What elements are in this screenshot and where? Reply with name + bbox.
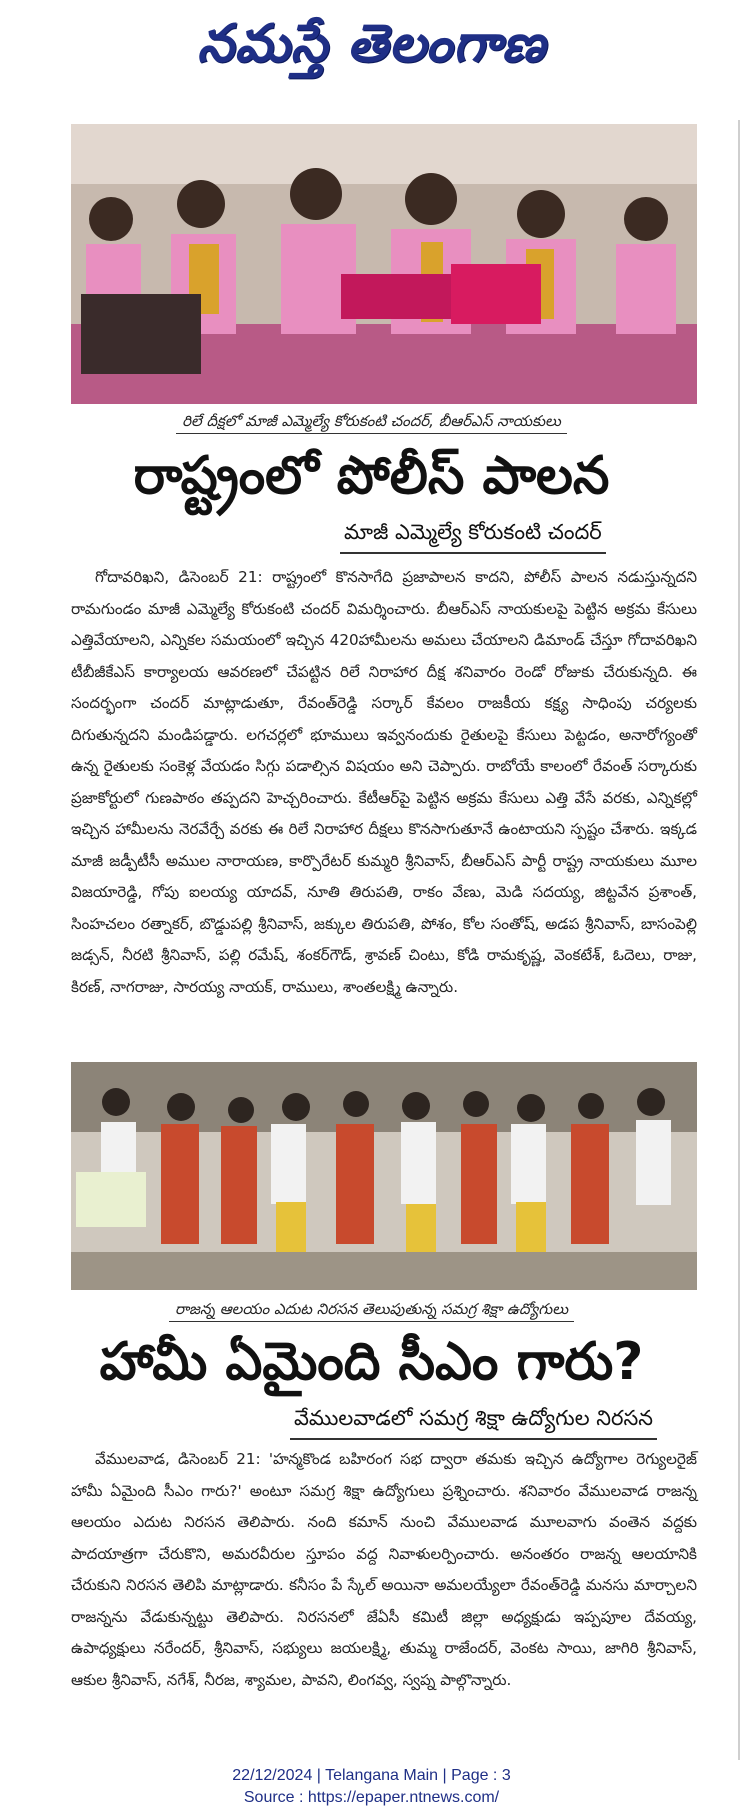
article1-caption-text: రిలే దీక్షలో మాజీ ఎమ్మెల్యే కోరుకంటి చందర్, బీఆర్ఎస్ నాయకులు <box>176 412 567 434</box>
article2-headline: హామీ ఏమైంది సీఎం గారు? <box>99 1332 644 1392</box>
article2-photo-caption <box>0 1300 743 1322</box>
masthead-title: నమస్తే తెలంగాణ <box>197 13 546 74</box>
protest-photo-illustration <box>71 124 697 404</box>
article2-caption-text: రాజన్న ఆలయం ఎదుట నిరసన తెలుపుతున్న సమగ్ర శిక్షా ఉద్యోగులు <box>169 1300 574 1322</box>
footer <box>0 1765 743 1809</box>
masthead <box>0 0 743 100</box>
footer-source-link[interactable]: Source : https://epaper.ntnews.com/ <box>243 1789 500 1806</box>
footer-date-edition: 22/12/2024 | Telangana Main | Page : 3 <box>232 1767 511 1784</box>
article2-photo <box>71 1062 697 1290</box>
article1-subheadline: మాజీ ఎమ్మెల్యే కోరుకంటి చందర్ <box>340 520 606 554</box>
article1-body: గోదావరిఖని, డిసెంబర్ 21: రాష్ట్రంలో కొనసాగేది ప్రజాపాలన కాదని, పోలీస్ పాలన నడుస్తున్నదని రామగుండం మాజీ ఎమ్మెల్యే కోరుకంటి చందర్ విమర్శించారు. బీఆర్ఎస్ నాయకులపై పెట్టిన అక్రమ కేసులు ఎత్తివేయాలని, ఎన్నికల సమయంలో ఇచ్చిన 420హామీలను అమలు చేయాలని డిమాండ్ చేస్తూ గోదావరిఖని టీబీజీకేఎస్ కార్యాలయ ఆవరణలో చేపట్టిన రిలే నిరాహార దీక్ష శనివారం రెండో రోజుకు చేరుకున్నది. ఈ సందర్భంగా చందర్ మాట్లాడుతూ, రేవంత్‌రెడ్డి సర్కార్ కేవలం రాజకీయ కక్ష్య సాధింపు చర్యలకు దిగుతున్నదని మండిపడ్డారు. లగచర్లలో భూములు ఇవ్వనందుకు రైతులపై కేసులు పెట్టడం, అనారోగ్యంతో ఉన్న రైతులకు సంకెళ్ల వేయడం సిగ్గు పడాల్సిన విషయం అని చెప్పారు. రాబోయే కాలంలో రేవంత్ సర్కారుకు ప్రజాకోర్టులో గుణపాఠం తప్పదని హెచ్చరించారు. కేటీఆర్‌పై పెట్టిన అక్రమ కేసులు ఎత్తి వేసే వరకు, ఎన్నికల్లో ఇచ్చిన హామీలను నెరవేర్చే వరకు ఈ రిలే నిరాహార దీక్షలు కొనసాగుతూనే ఉంటాయని స్పష్టం చేశారు. ఇక్కడ మాజీ జడ్పీటీసీ అముల నారాయణ, కార్పొరేటర్ కుమ్మరి శ్రీనివాస్, బీఆర్ఎస్ పార్టీ రాష్ట్ర నాయకులు మూల విజయారెడ్డి, గోపు ఐలయ్య యాదవ్, నూతి తిరుపతి, రాకం వేణు, మెడి సదయ్య, జిట్టవేన ప్రశాంత్, సింహచలం రత్నాకర్, బొడ్డుపల్లి శ్రీనివాస్, జక్కుల తిరుపతి, పోశం, కోల సంతోష్, అడప శ్రీనివాస్, బాసంపెల్లి జడ్సన్, నీరటి శ్రీనివాస్, పల్లి రమేష్, శంకర్‌గౌడ్, శ్రావణ్ చింటు, కోడి రామకృష్ణ, వెంకటేశ్, ఓదెలు, రాజు, కిరణ్, నాగరాజు, సారయ్య నాయక్, రాములు, శాంతలక్ష్మి ఉన్నారు. <box>71 568 697 996</box>
column-rule <box>738 120 740 1760</box>
article1-headline: రాష్ట్రంలో పోలీస్ పాలన <box>133 446 610 506</box>
article2-body: వేములవాడ, డిసెంబర్ 21: 'హన్మకొండ బహిరంగ సభ ద్వారా తమకు ఇచ్చిన ఉద్యోగాల రెగ్యులరైజ్ హామీ ఏమైంది సీఎం గారు?' అంటూ సమగ్ర శిక్షా ఉద్యోగులు ప్రశ్నించారు. శనివారం వేములవాడ రాజన్న ఆలయం ఎదుట నిరసన తెలిపారు. నంది కమాన్ నుంచి వేములవాడ మూలవాగు వంతెన వద్దకు పాదయాత్రగా చేరుకొని, అమరవీరుల స్తూపం వద్ద నివాళులర్పించారు. అనంతరం రాజన్న ఆలయానికి చేరుకుని నిరసన తెలిపి మాట్లాడారు. కనీసం పే స్కేల్ అయినా అమలయ్యేలా రేవంత్‌రెడ్డి మనసు మార్చాలని రాజన్నను వేడుకున్నట్టు తెలిపారు. నిరసనలో జేఏసీ కమిటీ జిల్లా అధ్యక్షుడు ఇప్పపూల దేవయ్య, ఉపాధ్యక్షులు నరేందర్, శ్రీనివాస్, సభ్యులు జయలక్ష్మి, తుమ్మ రాజేందర్, వెంకట సాయి, జాగిరి శ్రీనివాస్, ఆకుల శ్రీనివాస్, నగేశ్, నీరజ, శ్యామల, పావని, లింగవ్వ, స్వప్న పాల్గొన్నారు. <box>71 1450 697 1689</box>
article1-photo <box>71 124 697 404</box>
article1-photo-caption <box>0 412 743 434</box>
article2-subheadline: వేములవాడలో సమగ్ర శిక్షా ఉద్యోగుల నిరసన <box>290 1406 657 1440</box>
protest-photo-illustration-2 <box>71 1062 697 1290</box>
